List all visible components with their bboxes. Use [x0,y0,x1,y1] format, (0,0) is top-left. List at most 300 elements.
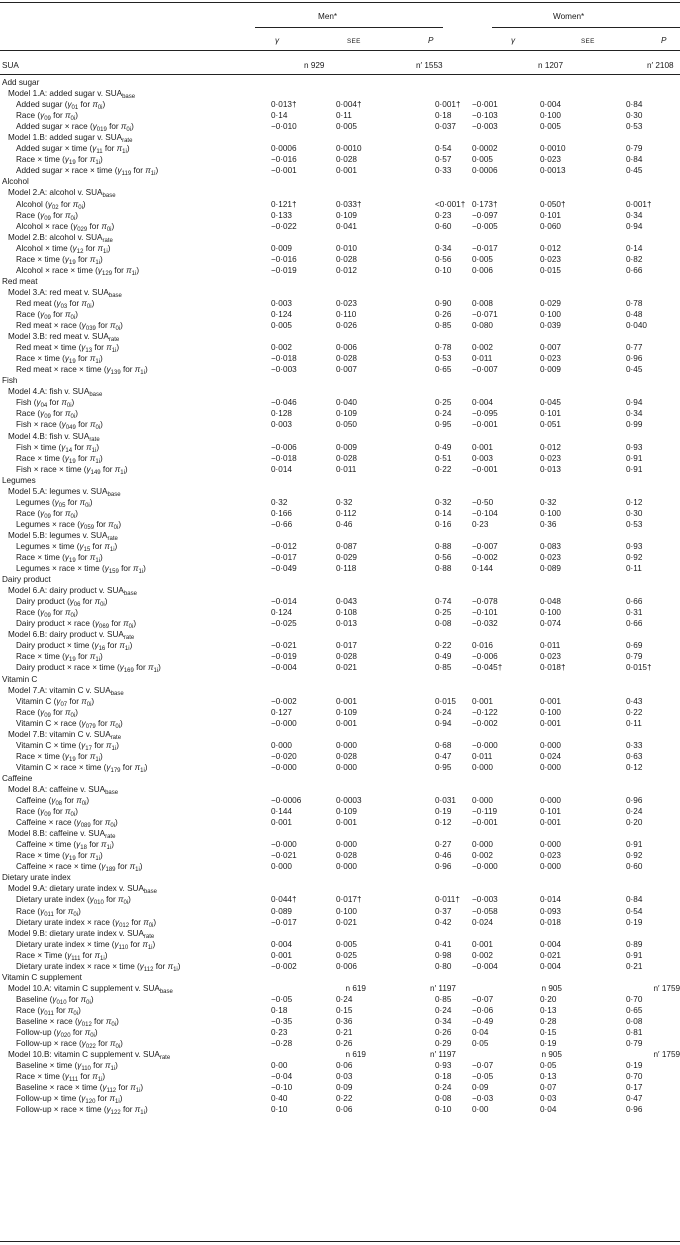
cell-value: 0·19 [626,917,643,927]
table-row [0,519,680,530]
cell-value: 0·001 [336,818,357,828]
cell-value: 0·000 [336,740,357,750]
row-label: Follow-up × time ($\gamma_{120}$ for $\pi_{1i}$) [16,1094,123,1106]
row-label: Follow-up × race ($\gamma_{022}$ for $\pi_{0i}$) [16,1039,123,1051]
sua-label: SUA [2,61,19,70]
cell-value: 0·21 [626,961,643,971]
cell-value: −0·006 [271,442,297,452]
table-row [0,906,680,917]
model-row [0,232,680,243]
cell-value: 0·112 [336,508,357,518]
cell-value: 0·010 [336,243,357,253]
cell-value: 0·009 [540,365,561,375]
table-row [0,165,680,176]
row-label: Race ($\gamma_{09}$ for $\pi_{0i}$) [16,807,78,819]
cell-value: 0·68 [435,740,452,750]
row-label: Race ($\gamma_{09}$ for $\pi_{0i}$) [16,608,78,620]
cell-value: 0·29 [435,1039,452,1049]
table-row [0,607,680,618]
table-row [0,408,680,419]
cell-value: 0·34 [626,210,643,220]
row-label: Dairy product ($\gamma_{06}$ for $\pi_{0i}$) [16,597,108,609]
table-row [0,309,680,320]
cell-value: 0·012 [540,243,561,253]
model-row [0,983,680,994]
row-label: Added sugar × race ($\gamma_{019}$ for $\pi_{0i}$) [16,122,134,134]
cell-value: −0·10 [271,1083,293,1093]
cell-value: −0·119 [472,807,498,817]
table-row [0,651,680,662]
cell-value: 0·005 [271,321,292,331]
section-row [0,77,680,88]
cell-value: −0·000 [271,762,297,772]
cell-value: 0·10 [435,1105,452,1115]
table-row [0,1082,680,1093]
cell-value: 0·000 [472,840,493,850]
model-row [0,287,680,298]
cell-value: 0·88 [435,541,452,551]
cell-value: 0·94 [626,398,643,408]
cell-value: 0·49 [435,652,452,662]
cell-value: 0·004 [540,961,561,971]
cell-value: 0·91 [626,464,643,474]
table-row [0,342,680,353]
section-row [0,972,680,983]
table-row [0,950,680,961]
cell-value: 0·33 [435,166,452,176]
table-row [0,806,680,817]
cell-value: 0·95 [435,762,452,772]
men-header: Men* [318,12,338,21]
cell-value: 0·24 [435,1005,452,1015]
cell-value: 0·95 [435,420,452,430]
row-label: Race ($\gamma_{09}$ for $\pi_{0i}$) [16,210,78,222]
cell-value: −0·005 [472,221,498,231]
section-row [0,574,680,585]
cell-value: 0·001 [472,939,493,949]
section-label: Vitamin C supplement [2,972,82,982]
model-label: Model 9.B: dietary urate index v. $SUA_{rate}$ [8,928,155,940]
cell-value: 0·22 [336,1094,353,1104]
row-label: Dairy product × race ($\gamma_{069}$ for $\pi_{0i}$) [16,619,137,631]
cell-value: 0·51 [435,453,452,463]
model-row [0,585,680,596]
cell-value: 0·008 [472,298,493,308]
cell-value: 0·044† [271,895,297,905]
cell-value: −0·04 [271,1072,293,1082]
cell-value: 0·24 [336,994,353,1004]
cell-value: 0·91 [626,453,643,463]
cell-value: 0·34 [435,1016,452,1026]
model-label: Model 10.B: vitamin C supplement v. $SUA_{rate}$ [8,1050,171,1062]
cell-value: 0·004 [540,939,561,949]
cell-value: −0·03 [472,1094,494,1104]
cell-value: 0·050† [540,199,566,209]
cell-value: 0·05 [540,1061,557,1071]
cell-value: −0·058 [472,906,498,916]
table-row [0,1005,680,1016]
cell-value: 0·66 [626,597,643,607]
cell-value: 0·013† [271,100,297,110]
cell-value: 0·90 [435,298,452,308]
cell-value: 0·028 [336,851,357,861]
cell-value: 0·94 [626,221,643,231]
cell-value: 0·100 [540,309,561,319]
row-label: Race ($\gamma_{09}$ for $\pi_{0i}$) [16,409,78,421]
cell-value: 0·029 [540,298,561,308]
cell-value: 0·96 [626,354,643,364]
women-see-header: SEE [581,38,595,45]
cell-value: −0·003 [271,365,297,375]
cell-value: 0·54 [626,906,643,916]
cell-value: 0·000 [540,862,561,872]
cell-value: −0·021 [271,851,297,861]
table-row [0,154,680,165]
cell-value: 0·002 [271,343,292,353]
cell-value: 0·100 [540,608,561,618]
cell-value: 0·005 [472,155,493,165]
cell-value: −0·019 [271,652,297,662]
cell-value: −0·001 [271,166,297,176]
cell-value: 0·016 [472,641,493,651]
cell-value: 0·133 [271,210,292,220]
model-row [0,132,680,143]
cell-value: 0·34 [626,409,643,419]
cell-value: 0·85 [435,321,452,331]
row-label: Vitamin C × race × time ($\gamma_{179}$ for $\pi_{1i}$) [16,762,148,774]
table-row [0,1016,680,1027]
sample-size: n 619 [345,1050,366,1060]
cell-value: 0·101 [540,210,561,220]
cell-value: 0·024 [540,751,561,761]
cell-value: 0·024 [472,917,493,927]
cell-value: 0·031 [435,796,456,806]
cell-value: 0·089 [540,564,561,574]
cell-value: 0·000 [472,762,493,772]
table-row [0,508,680,519]
cell-value: −0·016 [271,155,297,165]
cell-value: 0·0010 [336,144,362,154]
cell-value: 0·24 [435,707,452,717]
section-row [0,773,680,784]
cell-value: 0·19 [626,1061,643,1071]
cell-value: 0·79 [626,1039,643,1049]
table-row [0,353,680,364]
cell-value: 0·47 [435,751,452,761]
results-table [0,77,680,1115]
model-row [0,331,680,342]
table-row [0,861,680,872]
cell-value: −0·101 [472,608,498,618]
cell-value: −0·000 [472,862,498,872]
cell-value: 0·000 [540,762,561,772]
cell-value: −0·50 [472,497,494,507]
cell-value: 0·173† [472,199,498,209]
cell-value: 0·41 [435,939,452,949]
cell-value: 0·92 [626,553,643,563]
cell-value: −0·014 [271,597,297,607]
table-row [0,320,680,331]
model-label: Model 7.A: vitamin C v. $SUA_{base}$ [8,685,124,697]
cell-value: 0·001 [271,818,292,828]
model-row [0,88,680,99]
cell-value: 0·026 [336,321,357,331]
header-rule [0,50,680,51]
cell-value: 0·023 [540,453,561,463]
section-label: Add sugar [2,78,40,87]
model-label: Model 6.B: dairy product v. $SUA_{rate}$ [8,630,135,642]
row-label: Red meat × race × time ($\gamma_{139}$ for $\pi_{1i}$) [16,365,148,377]
cell-value: 0·15 [540,1028,557,1038]
row-label: Fish ($\gamma_{04}$ for $\pi_{0i}$) [16,398,75,410]
cell-value: 0·33 [626,740,643,750]
cell-value: 0·98 [435,950,452,960]
men-n: n 929 [304,61,325,70]
table-row [0,839,680,850]
cell-value: 0·101 [540,807,561,817]
sample-size: n′ 1759 [653,1050,680,1060]
row-label: Race ($\gamma_{011}$ for $\pi_{0i}$) [16,1005,81,1017]
cell-value: −0·032 [472,619,498,629]
cell-value: 0·004 [472,398,493,408]
table-row [0,596,680,607]
table-row [0,265,680,276]
cell-value: 0·015 [435,696,456,706]
cell-value: −0·001 [472,818,498,828]
cell-value: 0·80 [435,961,452,971]
cell-value: −0·049 [271,564,297,574]
cell-value: 0·89 [626,939,643,949]
row-label: Vitamin C ($\gamma_{07}$ for $\pi_{0i}$) [16,696,95,708]
row-label: Vitamin C × race ($\gamma_{079}$ for $\pi_{0i}$) [16,718,123,730]
cell-value: 0·000 [271,862,292,872]
row-label: Caffeine ($\gamma_{08}$ for $\pi_{0i}$) [16,796,90,808]
table-row [0,751,680,762]
model-row [0,1049,680,1060]
table-row [0,1060,680,1071]
cell-value: 0·12 [626,497,643,507]
cell-value: 0·17 [626,1083,643,1093]
cell-value: 0·32 [540,497,557,507]
cell-value: −0·000 [472,740,498,750]
cell-value: −0·004 [271,663,297,673]
model-label: Model 1.B: added sugar v. $SUA_{rate}$ [8,133,133,145]
cell-value: 0·0006 [472,166,498,176]
cell-value: 0·56 [435,553,452,563]
cell-value: −0·66 [271,519,293,529]
cell-value: 0·92 [626,851,643,861]
cell-value: 0·011 [540,641,561,651]
table-row [0,143,680,154]
model-label: Model 1.A: added sugar v. $SUA_{base}$ [8,89,136,101]
cell-value: −0·022 [271,221,297,231]
table-row [0,640,680,651]
row-label: Legumes × race ($\gamma_{059}$ for $\pi_{0i}$) [16,519,122,531]
cell-value: −0·071 [472,309,498,319]
cell-value: −0·05 [472,1072,494,1082]
cell-value: 0·24 [626,807,643,817]
cell-value: 0·96 [435,862,452,872]
cell-value: 0·028 [336,254,357,264]
row-label: Race × time ($\gamma_{111}$ for $\pi_{1i}$) [16,1072,106,1084]
cell-value: 0·002 [472,851,493,861]
women-header: Women* [553,12,585,21]
row-label: Race × time ($\gamma_{19}$ for $\pi_{1i}$) [16,553,103,565]
cell-value: 0·093 [540,906,561,916]
row-label: Dietary urate index ($\gamma_{010}$ for $\pi_{0i}$) [16,895,131,907]
cell-value: 0·017† [336,895,362,905]
cell-value: −0·007 [472,365,498,375]
cell-value: 0·66 [626,265,643,275]
cell-value: 0·0003 [336,796,362,806]
cell-value: 0·100 [336,906,357,916]
model-label: Model 6.A: dairy product v. $SUA_{base}$ [8,586,137,598]
cell-value: 0·20 [540,994,557,1004]
cell-value: 0·015 [540,265,561,275]
row-label: Dairy product × race × time ($\gamma_{169}$ for $\pi_{1i}$) [16,663,161,675]
cell-value: 0·100 [540,707,561,717]
cell-value: 0·001 [540,818,561,828]
cell-value: 0·166 [271,508,292,518]
cell-value: 0·60 [626,862,643,872]
cell-value: 0·014 [271,464,292,474]
row-label: Follow-up ($\gamma_{020}$ for $\pi_{0i}$) [16,1028,98,1040]
cell-value: 0·46 [336,519,353,529]
cell-value: −0·001 [472,420,498,430]
cell-value: −0·018 [271,453,297,463]
cell-value: −0·002 [472,718,498,728]
table-row [0,254,680,265]
row-label: Race ($\gamma_{09}$ for $\pi_{0i}$) [16,111,78,123]
cell-value: 0·91 [626,840,643,850]
table-row [0,397,680,408]
cell-value: 0·000 [336,862,357,872]
model-label: Model 9.A: dietary urate index v. $SUA_{base}$ [8,884,157,896]
row-label: Caffeine × race ($\gamma_{089}$ for $\pi_{0i}$) [16,818,118,830]
cell-value: −0·016 [271,254,297,264]
cell-value: −0·104 [472,508,498,518]
table-row [0,917,680,928]
cell-value: 0·21 [336,1028,353,1038]
section-label: Red meat [2,276,38,286]
cell-value: 0·54 [435,144,452,154]
cell-value: 0·043 [336,597,357,607]
cell-value: 0·003 [271,420,292,430]
row-label: Red meat × race ($\gamma_{039}$ for $\pi_{0i}$) [16,321,123,333]
cell-value: −0·010 [271,122,297,132]
cell-value: −0·35 [271,1016,293,1026]
table-row [0,939,680,950]
cell-value: 0·37 [435,906,452,916]
row-label: Added sugar ($\gamma_{01}$ for $\pi_{0i}$) [16,100,106,112]
cell-value: 0·24 [435,1083,452,1093]
table-row [0,464,680,475]
cell-value: 0·001 [271,950,292,960]
cell-value: −0·000 [271,840,297,850]
cell-value: 0·05 [472,1039,489,1049]
bottom-rule [0,1241,680,1242]
cell-value: 0·84 [626,895,643,905]
row-label: Race × time ($\gamma_{19}$ for $\pi_{1i}$) [16,453,103,465]
cell-value: 0·028 [336,354,357,364]
cell-value: 0·021 [336,917,357,927]
table-row [0,199,680,210]
cell-value: 0·96 [626,1105,643,1115]
cell-value: 0·11 [626,718,642,728]
row-label: Added sugar × time ($\gamma_{11}$ for $\pi_{1i}$) [16,144,130,156]
cell-value: 0·96 [626,796,643,806]
cell-value: −0·025 [271,619,297,629]
cell-value: 0·20 [626,818,643,828]
cell-value: 0·04 [540,1105,557,1115]
table-row [0,99,680,110]
row-label: Race ($\gamma_{011}$ for $\pi_{0i}$) [16,906,81,918]
cell-value: 0·09 [336,1083,353,1093]
cell-value: 0·40 [271,1094,288,1104]
cell-value: 0·011 [472,354,493,364]
women-gamma-header: γ [511,36,516,45]
men-p-header: P [428,36,434,45]
cell-value: 0·045 [540,398,561,408]
cell-value: 0·001 [540,696,561,706]
cell-value: 0·32 [435,497,452,507]
model-label: Model 2.B: alcohol v. $SUA_{rate}$ [8,232,113,244]
cell-value: 0·048 [540,597,561,607]
cell-value: 0·79 [626,144,643,154]
women-p-header: P [661,36,667,45]
cell-value: 0·26 [435,309,452,319]
row-label: Race × Time ($\gamma_{111}$ for $\pi_{1i}$) [16,950,108,962]
cell-value: 0·118 [336,564,357,574]
cell-value: −0·002 [472,553,498,563]
table-row [0,662,680,673]
cell-value: −0·003 [472,895,498,905]
cell-value: 0·93 [626,541,643,551]
row-label: Race × time ($\gamma_{19}$ for $\pi_{1i}$) [16,254,103,266]
row-label: Alcohol × time ($\gamma_{12}$ for $\pi_{1i}$) [16,243,111,255]
cell-value: 0·23 [271,1028,288,1038]
cell-value: <0·001† [435,199,466,209]
cell-value: 0·100 [540,508,561,518]
cell-value: 0·85 [435,663,452,673]
row-label: Race × time ($\gamma_{19}$ for $\pi_{1i}$) [16,652,103,664]
women-header-underline [492,27,680,28]
row-label: Alcohol × race ($\gamma_{029}$ for $\pi_{0i}$) [16,221,115,233]
cell-value: 0·000 [540,840,561,850]
cell-value: 0·006 [336,343,357,353]
table-row [0,894,680,905]
cell-value: 0·18 [271,1005,288,1015]
cell-value: 0·26 [435,1028,452,1038]
section-row [0,475,680,486]
table-row [0,243,680,254]
sample-size: n′ 1759 [653,983,680,993]
cell-value: 0·006 [472,265,493,275]
cell-value: 0·43 [626,696,643,706]
cell-value: 0·144 [271,807,292,817]
cell-value: 0·78 [626,298,643,308]
cell-value: 0·009 [336,442,357,452]
cell-value: −0·012 [271,541,297,551]
cell-value: 0·003 [271,298,292,308]
cell-value: 0·023 [540,553,561,563]
cell-value: 0·79 [626,652,643,662]
cell-value: −0·017 [472,243,498,253]
cell-value: 0·001 [472,442,493,452]
model-label: Model 4.A: fish v. $SUA_{base}$ [8,387,103,399]
women-n: n 1207 [538,61,564,70]
cell-value: 0·005 [540,122,561,132]
